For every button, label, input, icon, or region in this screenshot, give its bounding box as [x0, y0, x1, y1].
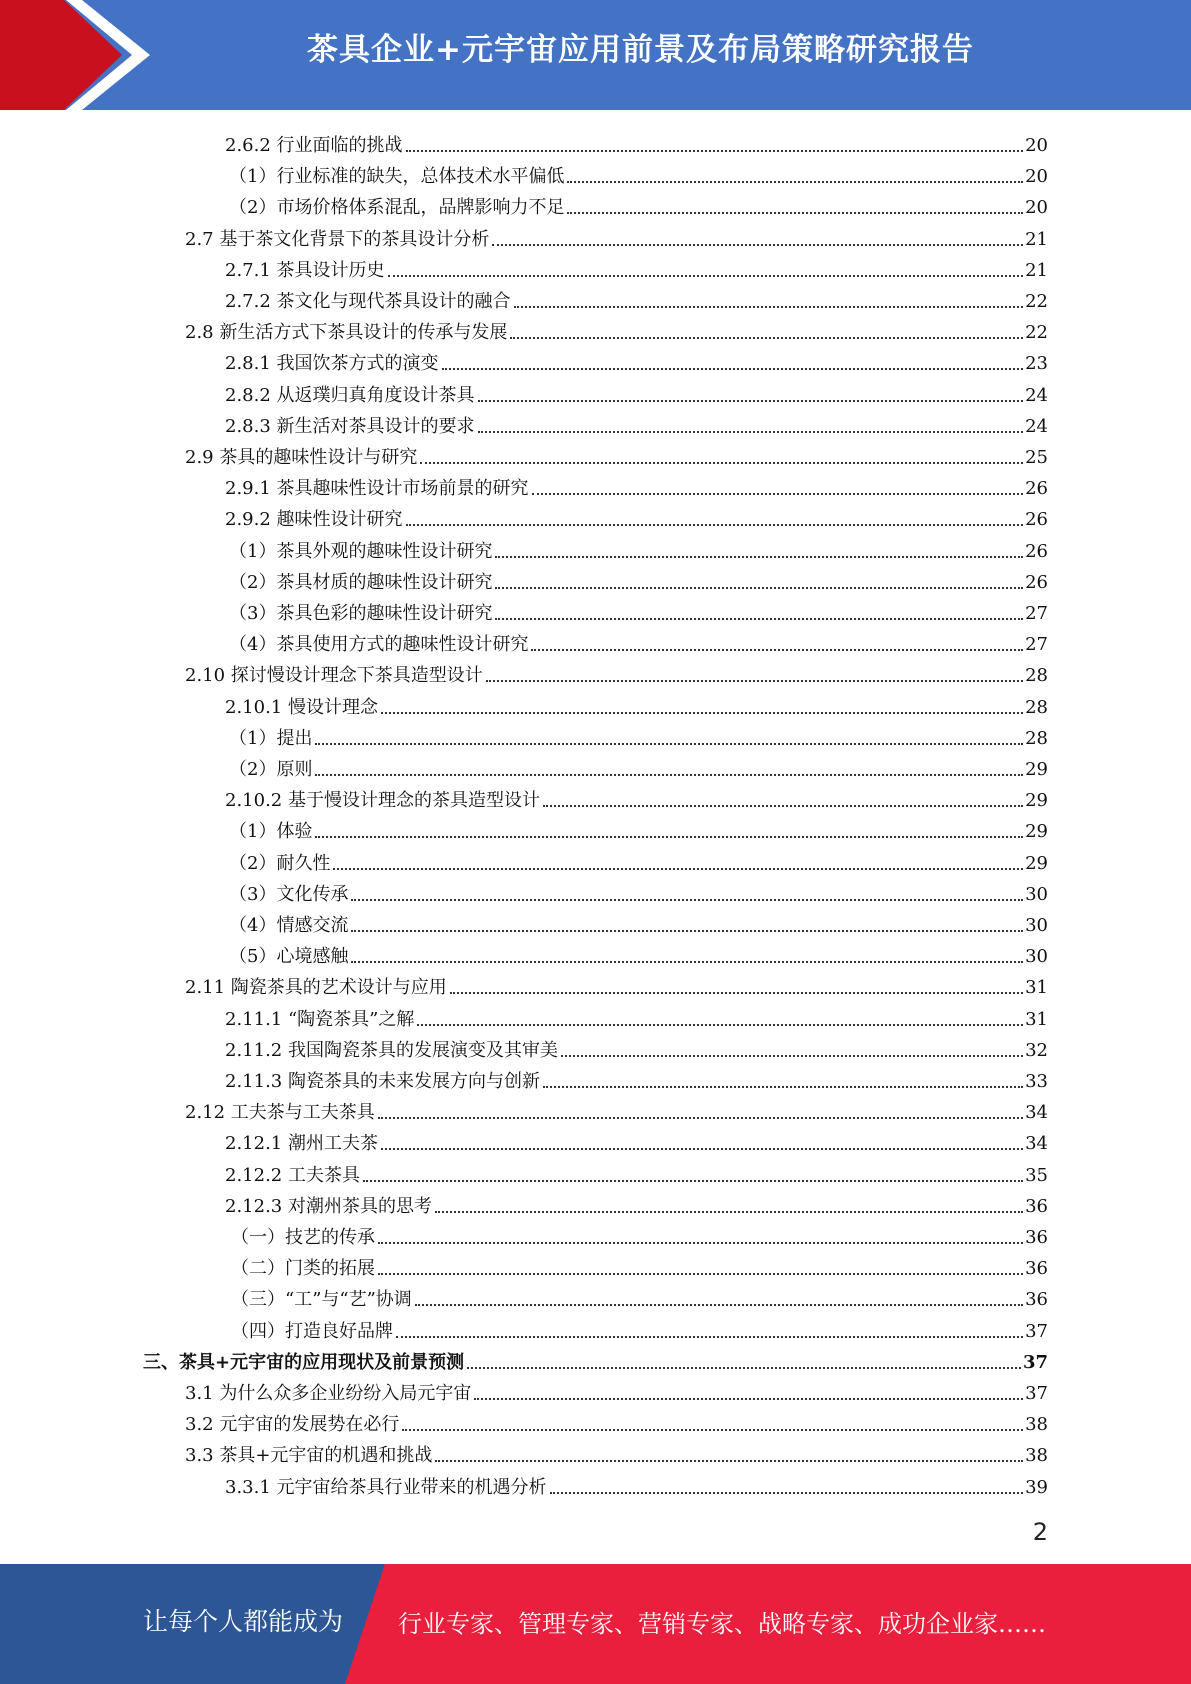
toc-entry-page: 30 [1025, 883, 1048, 905]
footer-slogan-right: 行业专家、管理专家、营销专家、战略专家、成功企业家…… [398, 1610, 1046, 1638]
toc-entry[interactable] [225, 688, 1048, 719]
toc-entry-title: 2.11.2 我国陶瓷茶具的发展演变及其审美 [225, 1039, 558, 1061]
toc-entry[interactable] [225, 1468, 1048, 1499]
toc-entry[interactable] [229, 875, 1048, 906]
toc-entry-title: 2.7 基于茶文化背景下的茶具设计分析 [185, 228, 490, 250]
toc-entry-title: （2）茶具材质的趣味性设计研究 [229, 571, 493, 593]
toc-dot-leader [532, 493, 1024, 495]
toc-entry-title: 2.8.2 从返璞归真角度设计茶具 [225, 384, 475, 406]
toc-entry-page: 27 [1025, 634, 1048, 656]
toc-dot-leader [478, 400, 1024, 402]
toc-dot-leader [495, 618, 1023, 620]
toc-dot-leader [315, 836, 1023, 838]
toc-entry-page: 32 [1025, 1039, 1048, 1061]
toc-entry-title: 2.10.2 基于慢设计理念的茶具造型设计 [225, 790, 540, 812]
toc-entry-page: 24 [1025, 384, 1048, 406]
toc-entry-title: （四）打造良好品牌 [231, 1320, 393, 1342]
toc-dot-leader [351, 899, 1023, 901]
toc-entry[interactable] [225, 781, 1048, 812]
toc-entry-title: 2.8.3 新生活对茶具设计的要求 [225, 415, 475, 437]
toc-entry[interactable] [225, 251, 1048, 282]
toc-entry[interactable] [225, 407, 1048, 438]
toc-entry[interactable] [185, 438, 1048, 469]
toc-dot-leader [420, 462, 1023, 464]
toc-dot-leader [417, 1024, 1023, 1026]
toc-dot-leader [550, 1492, 1024, 1494]
toc-dot-leader [567, 181, 1023, 183]
toc-entry[interactable] [185, 220, 1048, 251]
toc-entry-title: 3.3 茶具+元宇宙的机遇和挑战 [185, 1445, 433, 1467]
page-footer [0, 1564, 1191, 1684]
header-red-arrow [0, 0, 150, 110]
toc-entry-page: 28 [1025, 696, 1048, 718]
toc-entry[interactable] [229, 188, 1048, 219]
toc-entry-title: （4）情感交流 [229, 915, 349, 936]
toc-entry-page: 34 [1025, 1102, 1048, 1124]
toc-dot-leader [567, 212, 1023, 214]
toc-entry-page: 25 [1025, 447, 1048, 468]
toc-entry-title: 2.8.1 我国饮茶方式的演变 [225, 353, 439, 375]
toc-entry-page: 38 [1025, 1445, 1048, 1467]
toc-entry-title: 2.12 工夫茶与工夫茶具 [185, 1102, 375, 1124]
toc-dot-leader [333, 868, 1023, 870]
toc-dot-leader [435, 1460, 1023, 1462]
toc-entry-page: 38 [1025, 1414, 1048, 1436]
toc-entry-page: 20 [1025, 135, 1048, 156]
toc-entry-page: 20 [1025, 197, 1048, 219]
toc-entry[interactable] [229, 844, 1048, 875]
toc-entry-title: 2.11.3 陶瓷茶具的未来发展方向与创新 [225, 1071, 540, 1092]
toc-dot-leader [442, 368, 1024, 370]
toc-entry-page: 26 [1025, 571, 1048, 593]
toc-entry[interactable] [229, 157, 1048, 188]
toc-entry-title: 3.1 为什么众多企业纷纷入局元宇宙 [185, 1383, 472, 1404]
toc-entry[interactable] [231, 1312, 1048, 1343]
page-number: 2 [1032, 1518, 1048, 1546]
toc-entry-title: 2.12.2 工夫茶具 [225, 1164, 360, 1186]
toc-dot-leader [378, 1117, 1023, 1119]
toc-entry-page: 33 [1025, 1071, 1048, 1092]
toc-entry-title: （二）门类的拓展 [231, 1258, 375, 1280]
toc-entry-title: （1）行业标准的缺失，总体技术水平偏低 [229, 166, 565, 188]
toc-entry[interactable] [185, 313, 1048, 344]
toc-dot-leader [388, 275, 1024, 277]
toc-dot-leader [486, 680, 1023, 682]
toc-entry-title: 2.7.2 茶文化与现代茶具设计的融合 [225, 291, 511, 312]
toc-entry-title: 2.9 茶具的趣味性设计与研究 [185, 447, 418, 468]
toc-entry[interactable] [231, 1249, 1048, 1280]
toc-entry-page: 31 [1025, 977, 1048, 999]
toc-dot-leader [406, 150, 1024, 152]
toc-entry[interactable] [231, 1280, 1048, 1311]
toc-entry-title: （5）心境感触 [229, 946, 349, 968]
toc-entry[interactable] [229, 719, 1048, 750]
toc-dot-leader [435, 1211, 1023, 1213]
toc-entry-page: 37 [1025, 1320, 1048, 1342]
toc-entry[interactable] [185, 1405, 1048, 1436]
toc-entry-title: （4）茶具使用方式的趣味性设计研究 [229, 634, 529, 656]
toc-dot-leader [363, 1180, 1023, 1182]
toc-entry-page: 29 [1025, 759, 1048, 780]
toc-dot-leader [543, 1086, 1023, 1088]
toc-entry-page: 36 [1025, 1227, 1048, 1248]
toc-entry[interactable] [225, 500, 1048, 531]
toc-entry-title: 2.10 探讨慢设计理念下茶具造型设计 [185, 665, 483, 687]
toc-entry[interactable] [225, 282, 1048, 313]
toc-entry-title: 三、茶具+元宇宙的应用现状及前景预测 [143, 1351, 465, 1373]
toc-entry-page: 26 [1025, 540, 1048, 562]
toc-entry-title: 2.9.1 茶具趣味性设计市场前景的研究 [225, 478, 529, 500]
toc-dot-leader [474, 1398, 1023, 1400]
toc-entry[interactable] [225, 376, 1048, 407]
toc-entry-page: 20 [1025, 166, 1048, 188]
toc-entry[interactable] [225, 126, 1048, 157]
toc-entry-page: 27 [1025, 603, 1048, 624]
toc-dot-leader [378, 1242, 1023, 1244]
toc-entry-page: 35 [1025, 1164, 1048, 1186]
toc-dot-leader [351, 930, 1023, 932]
toc-entry[interactable] [143, 1343, 1048, 1374]
toc-entry-page: 37 [1022, 1351, 1048, 1373]
toc-entry-title: 3.2 元宇宙的发展势在必行 [185, 1414, 400, 1436]
toc-entry[interactable] [225, 1156, 1048, 1187]
toc-dot-leader [495, 556, 1023, 558]
toc-dot-leader [514, 306, 1024, 308]
toc-dot-leader [351, 961, 1023, 963]
toc-entry-title: （2）耐久性 [229, 852, 331, 874]
toc-entry-page: 37 [1025, 1383, 1048, 1404]
toc-entry-page: 22 [1025, 322, 1048, 344]
toc-entry[interactable] [229, 937, 1048, 968]
footer-slogan-left: 让每个人都能成为 [143, 1607, 344, 1636]
toc-entry-page: 30 [1025, 915, 1048, 936]
toc-dot-leader [561, 1055, 1023, 1057]
toc-entry-title: （2）市场价格体系混乱，品牌影响力不足 [229, 197, 565, 219]
toc-dot-leader [406, 524, 1024, 526]
toc-entry-title: （2）原则 [229, 759, 313, 780]
toc-entry-title: 2.11 陶瓷茶具的艺术设计与应用 [185, 977, 447, 999]
toc-entry-title: （一）技艺的传承 [231, 1227, 375, 1248]
toc-entry-page: 23 [1025, 353, 1048, 375]
toc-entry-title: 2.6.2 行业面临的挑战 [225, 135, 403, 156]
toc-entry[interactable] [185, 1436, 1048, 1467]
toc-entry[interactable] [229, 563, 1048, 594]
toc-entry-title: （1）体验 [229, 821, 313, 843]
toc-entry-page: 36 [1025, 1195, 1048, 1217]
toc-dot-leader [381, 1148, 1023, 1150]
toc-entry[interactable] [229, 906, 1048, 937]
toc-entry[interactable] [225, 344, 1048, 375]
toc-entry[interactable] [225, 469, 1048, 500]
toc-entry[interactable] [225, 1000, 1048, 1031]
toc-entry-title: （3）茶具色彩的趣味性设计研究 [229, 603, 493, 624]
report-title: 茶具企业+元宇宙应用前景及布局策略研究报告 [307, 32, 974, 68]
toc-entry[interactable] [185, 1374, 1048, 1405]
toc-dot-leader [467, 1367, 1021, 1369]
toc-dot-leader [315, 743, 1023, 745]
toc-entry-title: （1）提出 [229, 727, 313, 749]
toc-entry-title: 2.12.1 潮州工夫茶 [225, 1133, 378, 1155]
toc-entry-page: 21 [1025, 228, 1048, 250]
toc-dot-leader [495, 587, 1023, 589]
page-header [0, 0, 1191, 110]
toc-entry-page: 30 [1025, 946, 1048, 968]
toc-entry-title: （三）“工”与“艺”协调 [231, 1289, 412, 1311]
toc-entry-page: 34 [1025, 1133, 1048, 1155]
toc-entry-title: 2.11.1 “陶瓷茶具”之解 [225, 1008, 415, 1030]
toc-entry-title: （1）茶具外观的趣味性设计研究 [229, 540, 493, 562]
toc-dot-leader [478, 431, 1024, 433]
toc-entry-page: 22 [1025, 291, 1048, 312]
toc-entry[interactable] [229, 532, 1048, 563]
toc-entry-title: 2.8 新生活方式下茶具设计的传承与发展 [185, 322, 508, 344]
toc-entry[interactable] [229, 594, 1048, 625]
toc-dot-leader [510, 337, 1023, 339]
toc-dot-leader [378, 1273, 1023, 1275]
toc-dot-leader [492, 244, 1023, 246]
toc-entry-page: 29 [1025, 790, 1048, 812]
toc-entry[interactable] [225, 1124, 1048, 1155]
toc-entry-page: 36 [1025, 1289, 1048, 1311]
toc-entry[interactable] [185, 656, 1048, 687]
toc-dot-leader [543, 805, 1023, 807]
toc-entry[interactable] [229, 812, 1048, 843]
toc-entry[interactable] [229, 625, 1048, 656]
toc-dot-leader [396, 1336, 1023, 1338]
toc-entry-title: 2.10.1 慢设计理念 [225, 696, 378, 718]
toc-entry[interactable] [185, 1093, 1048, 1124]
toc-entry-title: 2.7.1 茶具设计历史 [225, 259, 385, 281]
toc-entry-page: 26 [1025, 478, 1048, 500]
toc-dot-leader [415, 1304, 1023, 1306]
toc-dot-leader [402, 1429, 1023, 1431]
toc-dot-leader [450, 992, 1023, 994]
toc-entry[interactable] [225, 1062, 1048, 1093]
toc-entry-page: 31 [1025, 1008, 1048, 1030]
toc-entry-page: 36 [1025, 1258, 1048, 1280]
toc-dot-leader [315, 774, 1023, 776]
toc-dot-leader [531, 649, 1023, 651]
toc-entry-page: 29 [1025, 821, 1048, 843]
toc-entry[interactable] [225, 1187, 1048, 1218]
toc-entry-title: 2.9.2 趣味性设计研究 [225, 509, 403, 531]
toc-entry-page: 29 [1025, 852, 1048, 874]
toc-entry[interactable] [225, 1031, 1048, 1062]
toc-entry[interactable] [229, 750, 1048, 781]
toc-dot-leader [381, 712, 1023, 714]
toc-entry-title: （3）文化传承 [229, 883, 349, 905]
toc-entry-page: 28 [1025, 727, 1048, 749]
toc-entry-page: 28 [1025, 665, 1048, 687]
toc-entry-page: 24 [1025, 415, 1048, 437]
toc-entry-title: 2.12.3 对潮州茶具的思考 [225, 1195, 432, 1217]
toc-entry-page: 21 [1025, 259, 1048, 281]
toc-entry-page: 39 [1025, 1476, 1048, 1498]
toc-entry[interactable] [231, 1218, 1048, 1249]
toc-entry[interactable] [185, 968, 1048, 999]
toc-entry-title: 3.3.1 元宇宙给茶具行业带来的机遇分析 [225, 1476, 547, 1498]
toc-entry-page: 26 [1025, 509, 1048, 531]
